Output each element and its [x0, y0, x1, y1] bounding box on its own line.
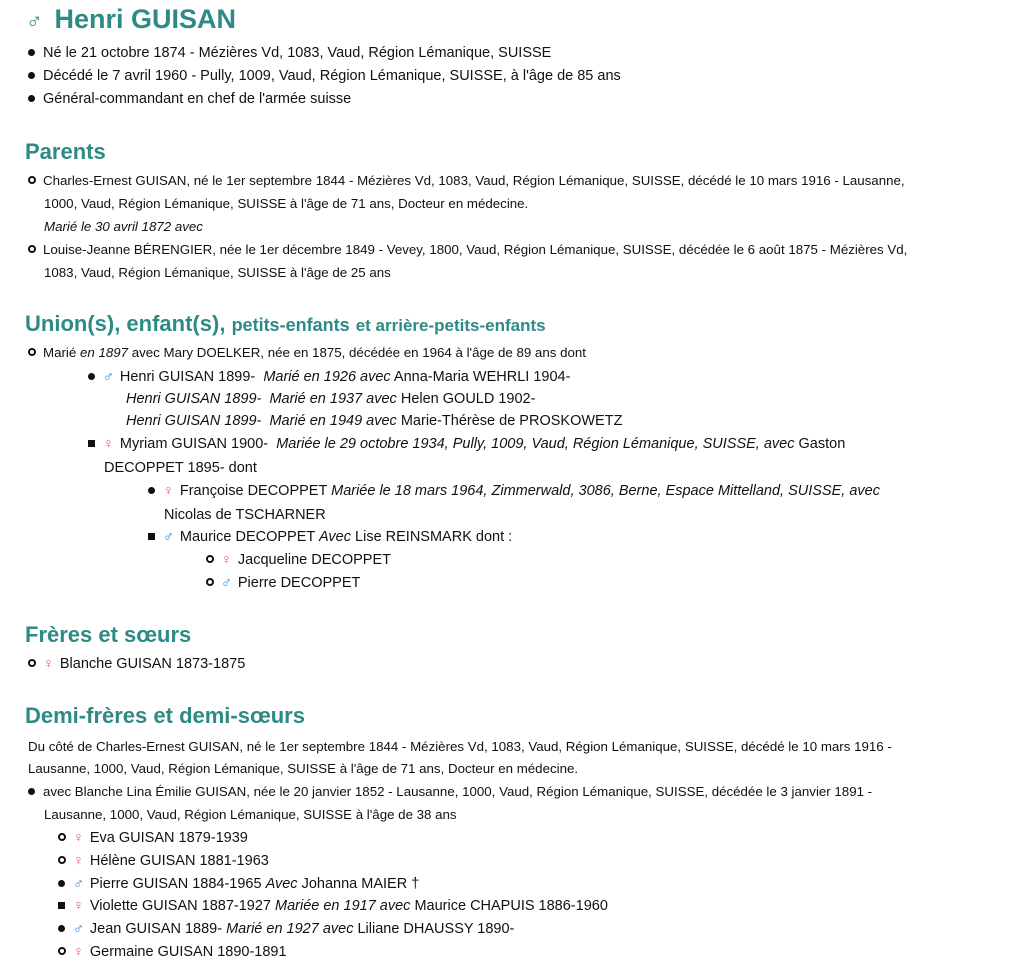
bullet-icon: [88, 373, 95, 380]
male-icon: ♂: [73, 876, 84, 892]
female-icon: ♀: [73, 853, 84, 869]
parent-mother-cont: 1083, Vaud, Région Lémanique, SUISSE à l'âge de 25 ans: [44, 265, 391, 280]
child-myriam[interactable]: ♀ Myriam GUISAN 1900- Mariée le 29 octobre 1934, Pully, 1009, Vaud, Région Lémanique, SUISSE, avec Gaston: [88, 435, 845, 453]
fact-birth: Né le 21 octobre 1874 - Mézières Vd, 1083, Vaud, Région Lémanique, SUISSE: [28, 44, 551, 62]
square-bullet-icon: [148, 533, 155, 540]
square-bullet-icon: [88, 440, 95, 447]
parent-mother[interactable]: Louise-Jeanne BÉRENGIER, née le 1er décembre 1849 - Vevey, 1800, Vaud, Région Lémanique, SUISSE, décédée le 6 août 1875 - Mézières Vd,: [28, 241, 907, 259]
circle-bullet-icon: [58, 856, 66, 864]
great-grandchild-pierre[interactable]: ♂ Pierre DECOPPET: [206, 574, 360, 592]
male-icon: ♂: [221, 575, 232, 591]
child-henri-union-2: Henri GUISAN 1899- Marié en 1937 avec Helen GOULD 1902-: [126, 391, 536, 407]
circle-bullet-icon: [58, 947, 66, 955]
female-icon: ♀: [73, 944, 84, 960]
person-name: Henri GUISAN: [54, 4, 237, 34]
bullet-icon: [28, 49, 35, 56]
male-icon: ♂: [103, 369, 114, 385]
female-icon: ♀: [73, 830, 84, 846]
bullet-icon: [148, 487, 155, 494]
female-icon: ♀: [221, 552, 232, 568]
circle-bullet-icon: [28, 348, 36, 356]
fact-death: Décédé le 7 avril 1960 - Pully, 1009, Vaud, Région Lémanique, SUISSE, à l'âge de 85 ans: [28, 67, 621, 85]
union-item[interactable]: Marié en 1897 avec Mary DOELKER, née en 1875, décédée en 1964 à l'âge de 89 ans dont: [28, 344, 586, 362]
bullet-icon: [28, 95, 35, 102]
parent-father[interactable]: Charles-Ernest GUISAN, né le 1er septembre 1844 - Mézières Vd, 1083, Vaud, Région Lémanique, SUISSE, décédé le 10 mars 1916 - Lausanne,: [28, 172, 905, 190]
child-myriam-cont: DECOPPET 1895- dont: [104, 460, 257, 476]
circle-bullet-icon: [58, 833, 66, 841]
half-mother[interactable]: avec Blanche Lina Émilie GUISAN, née le 20 janvier 1852 - Lausanne, 1000, Vaud, Région Lémanique, SUISSE, décédée le 3 janvier 1891 -: [28, 783, 872, 801]
circle-bullet-icon: [28, 245, 36, 253]
female-icon: ♀: [163, 483, 174, 499]
female-icon: ♀: [43, 656, 54, 672]
bullet-icon: [58, 880, 65, 887]
grandchild-francoise[interactable]: ♀ Françoise DECOPPET Mariée le 18 mars 1964, Zimmerwald, 3086, Berne, Espace Mittelland, SUISSE, avec: [148, 482, 880, 500]
parent-father-cont: 1000, Vaud, Région Lémanique, SUISSE à l'âge de 71 ans, Docteur en médecine.: [44, 196, 529, 211]
half-sibling-eva[interactable]: ♀ Eva GUISAN 1879-1939: [58, 829, 248, 847]
sibling-blanche[interactable]: ♀ Blanche GUISAN 1873-1875: [28, 655, 245, 673]
bullet-icon: [28, 72, 35, 79]
grandchild-francoise-cont: Nicolas de TSCHARNER: [164, 507, 326, 523]
circle-bullet-icon: [28, 176, 36, 184]
fact-occupation: Général-commandant en chef de l'armée suisse: [28, 90, 351, 108]
child-henri[interactable]: ♂ Henri GUISAN 1899- Marié en 1926 avec Anna-Maria WEHRLI 1904-: [88, 368, 570, 386]
half-sibling-pierre[interactable]: ♂ Pierre GUISAN 1884-1965 Avec Johanna MAIER †: [58, 875, 419, 893]
half-sibling-jean[interactable]: ♂ Jean GUISAN 1889- Marié en 1927 avec Liliane DHAUSSY 1890-: [58, 920, 514, 938]
half-siblings-heading: Demi-frères et demi-sœurs: [25, 703, 305, 728]
unions-heading: Union(s), enfant(s), petits-enfants et arrière-petits-enfants: [25, 311, 546, 336]
male-icon: ♂: [73, 921, 84, 937]
half-sibling-helene[interactable]: ♀ Hélène GUISAN 1881-1963: [58, 852, 269, 870]
female-icon: ♀: [103, 436, 114, 452]
bullet-icon: [28, 788, 35, 795]
square-bullet-icon: [58, 902, 65, 909]
half-mother-cont: Lausanne, 1000, Vaud, Région Lémanique, SUISSE à l'âge de 38 ans: [44, 807, 457, 822]
half-sibling-violette[interactable]: ♀ Violette GUISAN 1887-1927 Mariée en 1917 avec Maurice CHAPUIS 1886-1960: [58, 897, 608, 915]
siblings-heading: Frères et sœurs: [25, 622, 192, 647]
bullet-icon: [58, 925, 65, 932]
male-icon: ♂: [163, 529, 174, 545]
half-intro: Du côté de Charles-Ernest GUISAN, né le 1er septembre 1844 - Mézières Vd, 1083, Vaud, Région Lémanique, SUISSE, décédé le 10 mars 1916 -: [28, 739, 892, 754]
circle-bullet-icon: [206, 555, 214, 563]
parents-marriage: Marié le 30 avril 1872 avec: [44, 219, 203, 234]
great-grandchild-jacqueline[interactable]: ♀ Jacqueline DECOPPET: [206, 551, 391, 569]
circle-bullet-icon: [28, 659, 36, 667]
half-sibling-germaine[interactable]: ♀ Germaine GUISAN 1890-1891: [58, 943, 287, 961]
grandchild-maurice[interactable]: ♂ Maurice DECOPPET Avec Lise REINSMARK dont :: [148, 528, 512, 546]
circle-bullet-icon: [206, 578, 214, 586]
child-henri-union-3: Henri GUISAN 1899- Marié en 1949 avec Marie-Thérèse de PROSKOWETZ: [126, 413, 623, 429]
male-icon: ♂: [26, 8, 43, 33]
female-icon: ♀: [73, 898, 84, 914]
person-title: [26, 4, 236, 35]
half-intro-cont: Lausanne, 1000, Vaud, Région Lémanique, SUISSE à l'âge de 71 ans, Docteur en médecine.: [28, 761, 579, 776]
parents-heading: Parents: [25, 139, 106, 164]
